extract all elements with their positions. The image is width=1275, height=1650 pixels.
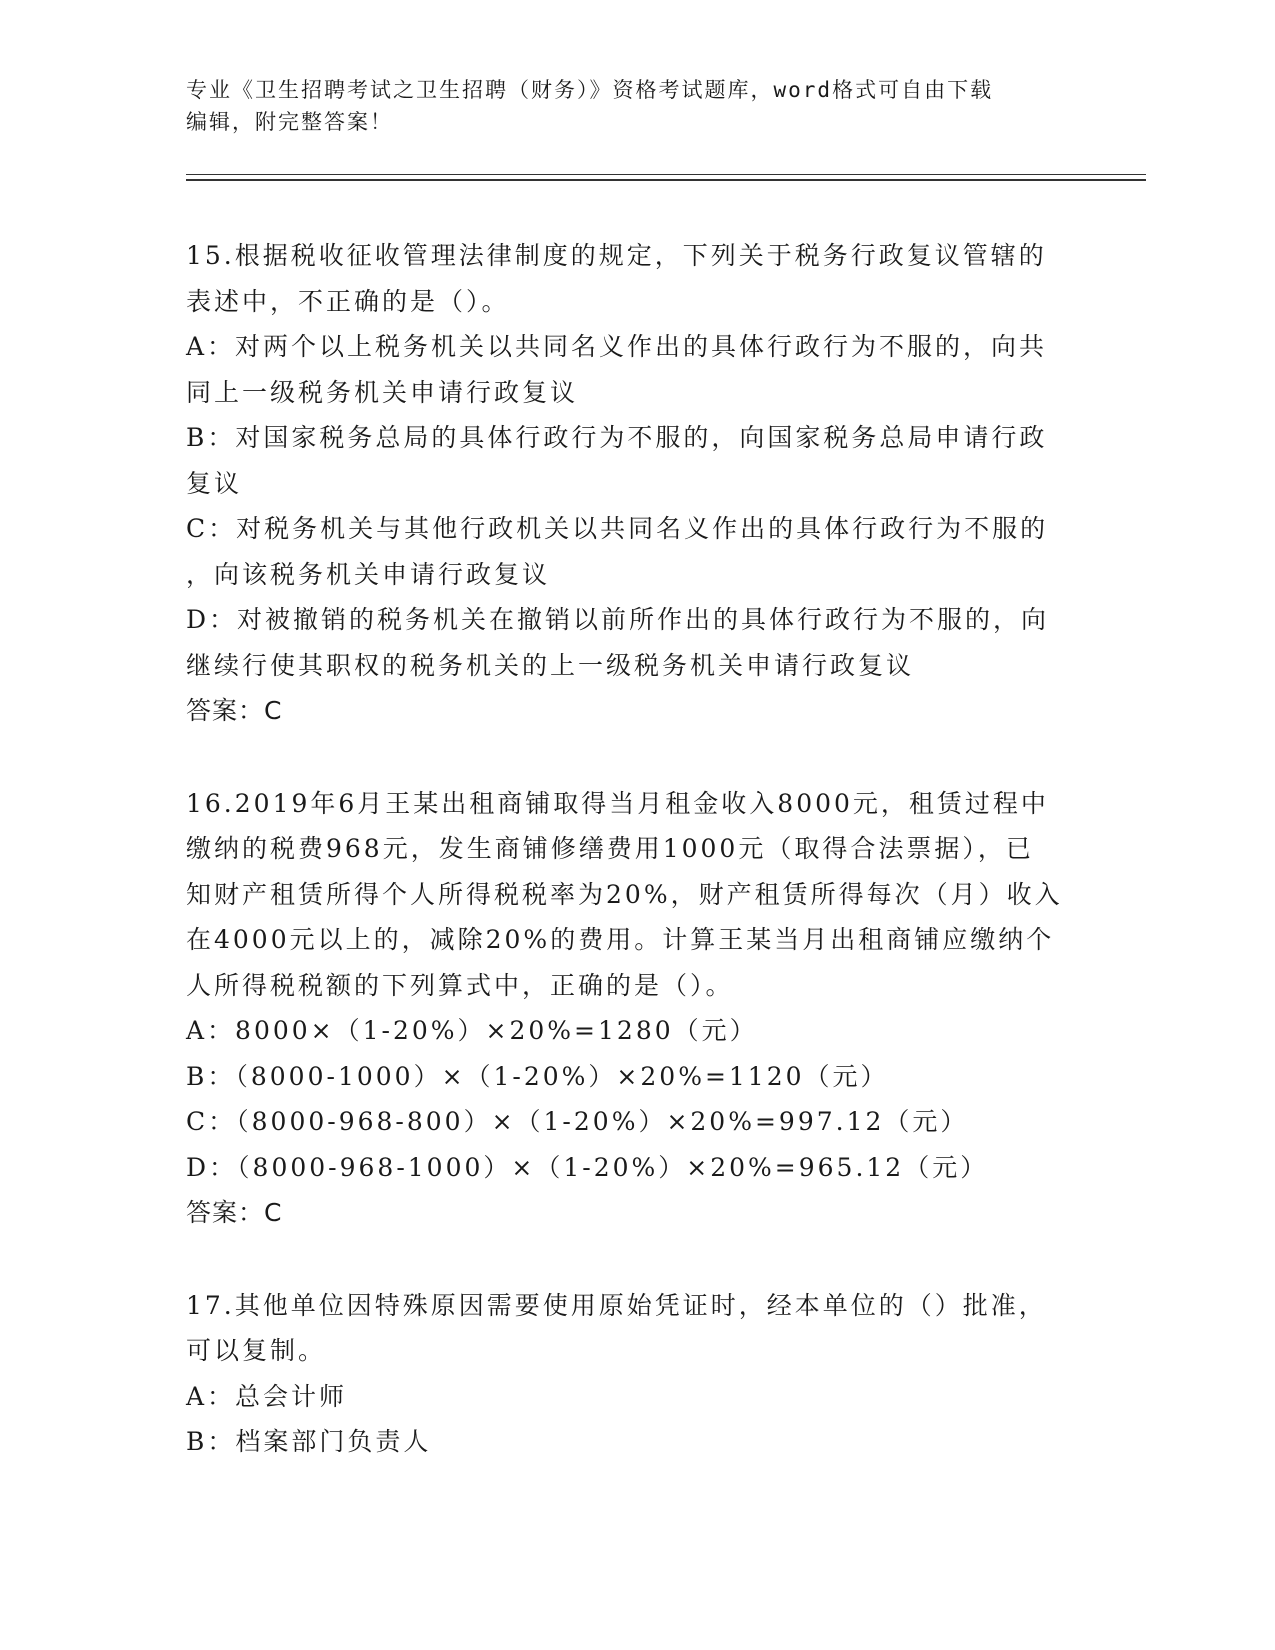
option-d-line: 继续行使其职权的税务机关的上一级税务机关申请行政复议: [186, 650, 915, 680]
question-stem-line: 可以复制。: [186, 1336, 327, 1365]
option-b-line: B：（8000-1000）×（1-20%）×20%=1120（元）: [186, 1061, 889, 1091]
option-a-line: A：总会计师: [186, 1381, 348, 1411]
option-b-line: 复议: [186, 468, 243, 498]
question-stem-line: 16.2019年6月王某出租商铺取得当月租金收入8000元，租赁过程中: [186, 788, 1049, 818]
question-stem-line: 人所得税税额的下列算式中，正确的是（）。: [186, 970, 734, 1000]
question-15: [186, 233, 1086, 734]
header-divider-thin: [186, 174, 1146, 175]
option-c-line: ，向该税务机关申请行政复议: [186, 559, 551, 589]
question-list: [186, 233, 1086, 1512]
option-d-line: D：（8000-968-1000）×（1-20%）×20%=965.12（元）: [186, 1152, 989, 1182]
option-b-line: B：对国家税务总局的具体行政行为不服的，向国家税务总局申请行政: [186, 423, 1048, 452]
question-stem-line: 知财产租赁所得个人所得税税率为20%，财产租赁所得每次（月）收入: [186, 879, 1063, 909]
header-line-2: 编辑，附完整答案！: [186, 110, 393, 134]
option-d-line: D：对被撤销的税务机关在撤销以前所作出的具体行政行为不服的，向: [186, 605, 1050, 634]
question-stem-line: 在4000元以上的，减除20%的费用。计算王某当月出租商铺应缴纳个: [186, 925, 1055, 954]
question-stem-line: 表述中，不正确的是（）。: [186, 286, 510, 316]
option-c-line: C：对税务机关与其他行政机关以共同名义作出的具体行政行为不服的: [186, 514, 1049, 543]
answer-line: 答案：C: [186, 1198, 283, 1227]
option-c-line: C：（8000-968-800）×（1-20%）×20%=997.12（元）: [186, 1107, 969, 1136]
option-a-line: A：8000×（1-20%）×20%=1280（元）: [186, 1016, 758, 1045]
document-header: [186, 74, 1066, 138]
option-a-line: 同上一级税务机关申请行政复议: [186, 377, 579, 407]
question-17: [186, 1283, 1086, 1465]
header-divider-thick: [186, 179, 1146, 181]
answer-line: 答案：C: [186, 696, 283, 725]
question-stem-line: 17.其他单位因特殊原因需要使用原始凭证时，经本单位的（）批准，: [186, 1290, 1047, 1320]
question-stem-line: 缴纳的税费968元，发生商铺修缮费用1000元（取得合法票据），已: [186, 834, 1034, 863]
option-b-line: B：档案部门负责人: [186, 1427, 432, 1456]
question-stem-line: 15.根据税收征收管理法律制度的规定，下列关于税务行政复议管辖的: [186, 241, 1047, 270]
question-16: [186, 781, 1086, 1236]
header-line-1: 专业《卫生招聘考试之卫生招聘（财务）》资格考试题库，word格式可自由下载: [186, 78, 994, 102]
option-a-line: A：对两个以上税务机关以共同名义作出的具体行政行为不服的，向共: [186, 332, 1048, 361]
